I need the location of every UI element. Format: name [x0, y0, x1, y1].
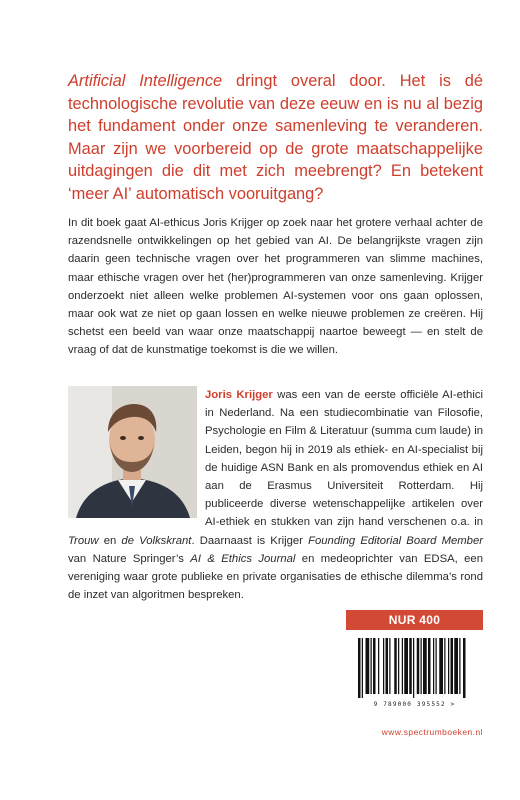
barcode-number: 9 789000 395552 > — [373, 701, 456, 708]
barcode-bar — [463, 638, 466, 698]
barcode-bar — [436, 638, 437, 694]
barcode-bar — [433, 638, 434, 694]
barcode-bar — [417, 638, 420, 694]
barcode-bar — [386, 638, 389, 694]
barcode-bar — [444, 638, 445, 694]
barcode-bar — [421, 638, 422, 694]
intro-blurb — [68, 70, 483, 205]
bio-trouw: Trouw — [68, 534, 99, 547]
barcode-bar — [451, 638, 454, 694]
intro-italic-lead: Artificial Intelligence — [68, 72, 223, 90]
bio-text-4: en medeoprichter van EDSA, een vereniging waar grote publieke en private organisaties de ethische dilemma’s rond de inzet van algoritmen bespreken. — [68, 552, 483, 602]
barcode-bar — [398, 638, 399, 694]
author-name: Joris Krijger — [205, 389, 273, 401]
bio-role: Founding Editorial Board Member — [308, 534, 483, 547]
barcode-bar — [459, 638, 460, 694]
barcode-bar — [454, 638, 458, 694]
bio-text-2: . Daarnaast is Krijger — [191, 534, 309, 547]
barcode-bar — [362, 638, 363, 698]
bio-text-1: was een van de eerste officiële AI-ethici in Nederland. Na een studiecombinatie van Filosofie, Psychologie en Film & Literatuur (summa cum laude) in Leiden, begon hij in 2019 als ethiek- en AI-specialist bij de huidige ASN Bank en als promovendus ethiek en AI aan de Erasmus Universiteit Rotterdam. Hij publiceerde diverse wetenschappelijke artikelen over AI-ethiek en stukken van zijn hand verschenen o.a. in — [205, 389, 483, 529]
intro-paragraph — [68, 70, 483, 205]
description-block — [68, 214, 483, 360]
barcode-bar — [358, 638, 361, 698]
barcode-bar — [383, 638, 384, 694]
barcode-bar — [448, 638, 449, 694]
barcode-bar — [394, 638, 397, 694]
nur-label: NUR 400 — [346, 610, 483, 630]
barcode-bar — [439, 638, 443, 694]
barcode-bar — [371, 638, 372, 694]
barcode-bar — [402, 638, 403, 694]
barcode-bar — [428, 638, 431, 694]
barcode-bar — [373, 638, 376, 694]
bio-volkskrant: de Volkskrant — [121, 534, 192, 547]
barcode-bar — [413, 638, 414, 698]
bio-paragraph — [68, 386, 483, 604]
barcode-bar — [378, 638, 379, 694]
bio-and: en — [98, 534, 122, 547]
barcode-bar — [409, 638, 412, 694]
bio-text-3: van Nature Springer’s — [68, 552, 191, 565]
barcode-bar — [404, 638, 408, 694]
intro-rest: dringt overal door. Het is dé technologische revolutie van deze eeuw en is nu al bezig het fundament onder onze samenleving te veranderen. Maar zijn we voorbereid op de grote maatschappelijke uitdagingen die dit met zich meebrengt? En betekent ‘meer AI’ automatisch vooruitgang? — [68, 72, 484, 203]
isbn-barcode — [346, 632, 483, 708]
publisher-website: www.spectrumboeken.nl — [381, 727, 483, 737]
barcode-bar — [366, 638, 370, 694]
bio-journal: AI & Ethics Journal — [190, 552, 296, 565]
barcode-bar — [389, 638, 390, 694]
author-bio — [68, 386, 483, 604]
description-paragraph: In dit boek gaat AI-ethicus Joris Krijger op zoek naar het grotere verhaal achter de razendsnelle ontwikkelingen op het gebied van AI. De belangrijkste vragen zijn daarin geen technische vragen over het programmeren van slimme machines, maar ethische vragen over het (her)programmeren van onze samenleving. Krijger onderzoekt niet alleen welke problemen AI-systemen voor ons gaan oplossen, maar ook wat ze niet op gaan lossen en welke nieuwe problemen ze creëren. Hij schetst een beeld van waar onze maatschappij naartoe beweegt — en stelt de vraag of dat de kunstmatige toekomst is die we willen. — [68, 217, 483, 357]
barcode-bar — [423, 638, 427, 694]
barcode-bars — [346, 632, 483, 700]
